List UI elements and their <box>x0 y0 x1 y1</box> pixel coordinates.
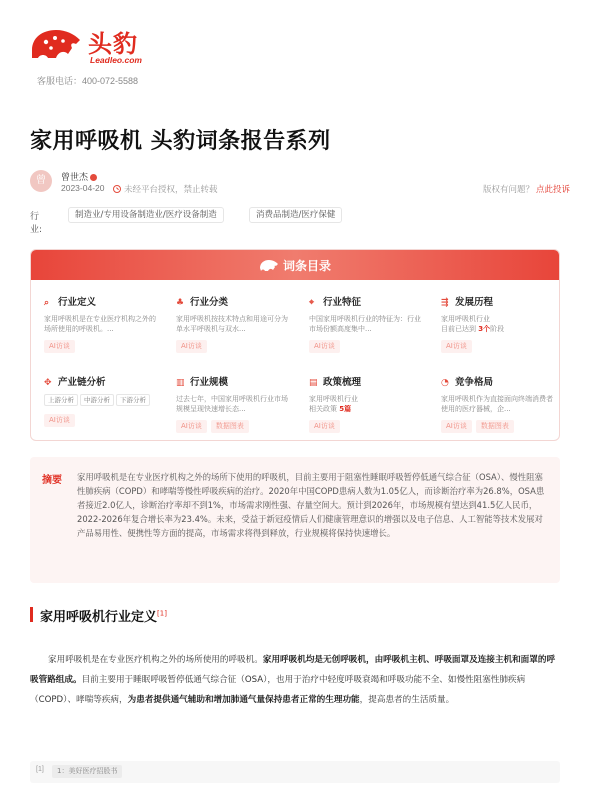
brand-domain: Leadleo.com <box>90 55 142 65</box>
toc-item-name: 行业特征 <box>323 297 362 308</box>
toc-desc-highlight: 5篇 <box>339 405 352 413</box>
body-seg: 目前主要用于睡眠呼吸暂停低通气综合征（OSA），也用于治疗中轻度呼吸衰竭和呼吸功能不全、如慢性阻塞性肺疾病（COPD）、哮喘等疾病， <box>30 675 526 705</box>
reference-link[interactable]: [1] <box>157 609 167 618</box>
toc-item-features[interactable] <box>309 294 421 353</box>
toc-item-desc: 过去七年，中国家用呼吸机行业市场规模呈现快速增长态... <box>176 395 288 413</box>
toc-desc-highlight: 3个 <box>478 325 491 333</box>
toc-item-desc: 家用呼吸机是在专业医疗机构之外的场所使用的呼吸机。... <box>44 315 156 333</box>
toc-item-competition[interactable] <box>441 374 553 433</box>
footnote-source[interactable]: 1：美好医疗招股书 <box>52 765 122 778</box>
toc-item-name: 产业链分析 <box>58 377 106 388</box>
toc-item-name: 发展历程 <box>455 297 494 308</box>
toc-item-definition[interactable] <box>44 294 156 353</box>
toc-item-market-size[interactable] <box>176 374 288 433</box>
toc-item-name: 政策梳理 <box>323 377 362 388</box>
ai-interview-chip[interactable]: AI访谈 <box>44 340 75 353</box>
page-title: 家用呼吸机 头豹词条报告系列 <box>30 129 331 154</box>
toc-item-history[interactable] <box>441 294 553 353</box>
report-question: 版权有问题？ <box>482 184 534 194</box>
data-chart-chip[interactable]: 数据图表 <box>211 420 249 433</box>
midstream-tag[interactable]: 中游分析 <box>80 394 114 406</box>
publish-date: 2023-04-20 <box>61 183 105 193</box>
toc-title <box>31 257 559 274</box>
upstream-tag[interactable]: 上游分析 <box>44 394 78 406</box>
bar-chart-icon: ▥ <box>176 378 185 388</box>
industry-tag[interactable]: 消费品制造/医疗保健 <box>249 207 342 223</box>
industry-tag[interactable]: 制造业/专用设备制造业/医疗设备制造 <box>68 207 224 223</box>
brand-name: 头豹 <box>88 30 138 58</box>
toc-item-name: 行业规模 <box>190 377 229 388</box>
toc-title-text: 词条目录 <box>282 259 331 273</box>
ai-interview-chip[interactable]: AI访谈 <box>309 340 340 353</box>
abstract-text: 家用呼吸机是在专业医疗机构之外的场所下使用的呼吸机，目前主要用于阻塞性睡眠呼吸暂停低通气综合征（OSA）、慢性阻塞性肺疾病（COPD）和哮喘等慢性呼吸疾病的治疗。2020年中国COPD患病人数为1.05亿人，而诊断治疗率为26.8%，OSA患者接近2.0亿人，诊断治疗率却不到1%，市场需求刚性强、存量空间大。预计到2026年，市场规模有望达到41.5亿人民币，2022-2026年复合增长率为23.4%。未来，受益于新冠疫情后人们健康管理意识的增强以及电子信息、人工智能等技术发展对产品易用性、便携性等方面的提高，市场需求将得到释放，行业规模将保持快速增长。 <box>77 472 545 538</box>
toc-item-policy[interactable] <box>309 374 421 433</box>
toc-item-classification[interactable] <box>176 294 288 353</box>
report-link[interactable]: 点此投诉 <box>535 184 570 194</box>
search-doc-icon: ⌕ <box>44 298 50 308</box>
toc-item-value-chain[interactable] <box>44 374 156 427</box>
pie-chart-icon: ◔ <box>441 378 449 388</box>
target-icon: ⌖ <box>309 298 315 308</box>
chain-icon: ✥ <box>44 378 52 388</box>
hotline-label: 客服电话： <box>37 76 83 86</box>
brand-logo[interactable] <box>28 18 158 68</box>
abstract-box <box>30 457 560 583</box>
author-row <box>30 170 570 196</box>
toc-header <box>31 250 559 280</box>
ai-interview-chip[interactable]: AI访谈 <box>441 340 472 353</box>
downstream-tag[interactable]: 下游分析 <box>116 394 150 406</box>
toc-item-desc <box>441 314 553 334</box>
ai-interview-chip[interactable]: AI访谈 <box>44 414 75 427</box>
forbidden-icon <box>113 185 121 193</box>
toc-desc-pre: 家用呼吸机行业 相关政策 <box>309 395 358 413</box>
leopard-logo-icon <box>28 24 84 62</box>
toc-item-name: 行业定义 <box>58 297 97 308</box>
hierarchy-icon: ♣ <box>176 298 185 308</box>
ai-interview-chip[interactable]: AI访谈 <box>176 420 207 433</box>
toc-item-name: 竞争格局 <box>455 377 494 388</box>
copyright-notice-text: 未经平台授权，禁止转载 <box>124 184 218 194</box>
body-seg-bold: 为患者提供通气辅助和增加肺通气量保持患者正常的生理功能 <box>127 695 360 705</box>
document-icon: ▤ <box>309 378 318 388</box>
toc-item-name: 行业分类 <box>190 297 229 308</box>
table-of-contents <box>30 249 560 441</box>
body-seg-bold: 家用呼吸机均是无创呼吸机，由呼吸机主机、呼吸面罩及连接主机和面罩的呼吸管路组成。 <box>30 655 556 685</box>
customer-hotline <box>37 74 138 87</box>
ai-interview-chip[interactable]: AI访谈 <box>176 340 207 353</box>
author-badge-icon <box>90 174 97 181</box>
abstract-label: 摘要 <box>42 475 62 486</box>
section-title: 家用呼吸机行业定义 <box>40 610 158 625</box>
author-name-text: 曾世杰 <box>61 173 89 183</box>
timeline-icon: ⇶ <box>441 298 449 308</box>
toc-item-desc <box>309 394 421 414</box>
copyright-report <box>483 183 570 195</box>
toc-item-desc: 中国家用呼吸机行业的特征为：行业市场份额高度集中... <box>309 315 421 333</box>
avatar[interactable]: 曾 <box>30 170 52 192</box>
body-seg: ，提高患者的生活质量。 <box>359 695 455 705</box>
toc-item-desc: 家用呼吸机按技术特点和用途可分为单水平呼吸机与双水... <box>176 315 288 333</box>
section-body <box>30 650 560 710</box>
hotline-number: 400-072-5588 <box>82 76 139 86</box>
toc-item-desc: 家用呼吸机作为直接面向终端消费者使用的医疗器械，企... <box>441 395 553 413</box>
ai-interview-chip[interactable]: AI访谈 <box>309 420 340 433</box>
industry-label: 行业: <box>30 212 43 235</box>
toc-desc-pre: 家用呼吸机行业 目前已达到 <box>441 315 490 333</box>
author-name[interactable] <box>61 170 97 183</box>
copyright-notice <box>113 183 218 195</box>
toc-desc-post: 阶段 <box>490 325 505 333</box>
footnote-number: [1] <box>36 766 44 773</box>
leopard-icon <box>259 258 279 272</box>
data-chart-chip[interactable]: 数据图表 <box>476 420 514 433</box>
section-accent-bar <box>30 607 33 622</box>
footnote <box>30 761 560 783</box>
body-seg: 家用呼吸机是在专业医疗机构之外的场所使用的呼吸机。 <box>48 655 263 665</box>
ai-interview-chip[interactable]: AI访谈 <box>441 420 472 433</box>
